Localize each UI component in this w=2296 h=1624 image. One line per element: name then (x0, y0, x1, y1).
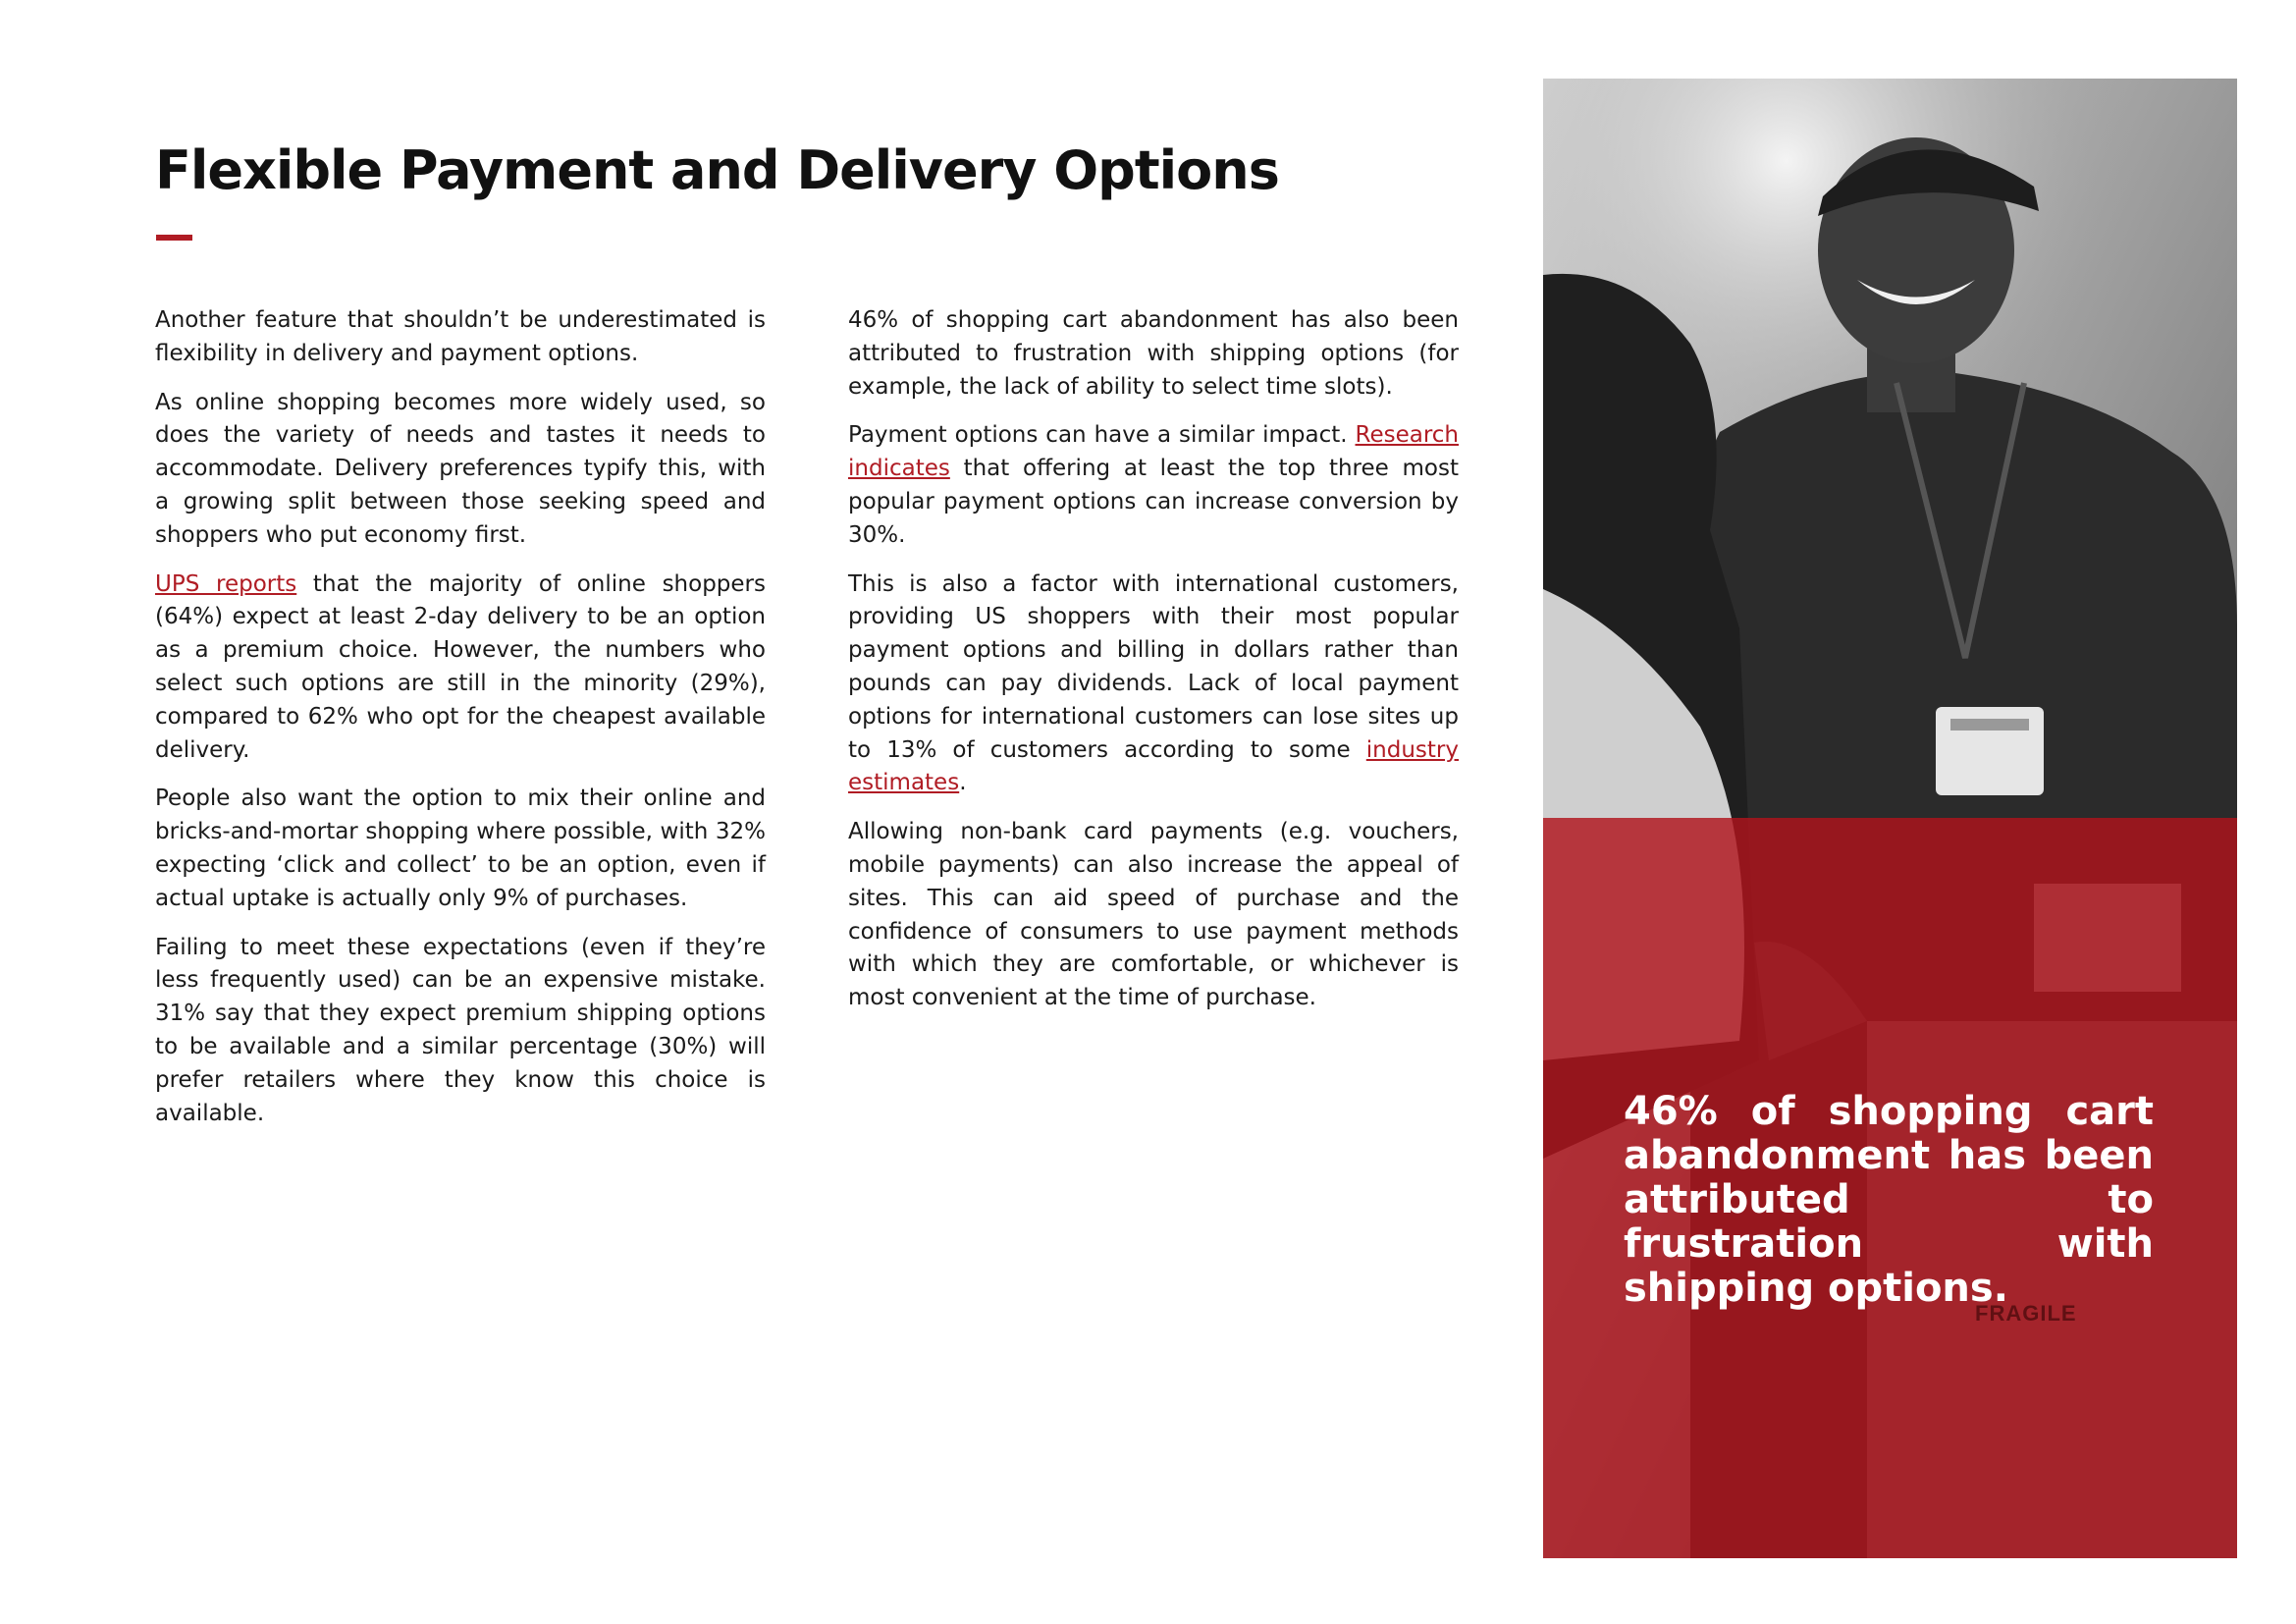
industry-estimates-link[interactable]: industry estimates (848, 736, 1459, 796)
fragile-label: FRAGILE (1975, 1301, 2077, 1326)
delivery-photo (1543, 79, 2237, 1558)
research-indicates-link[interactable]: Research indicates (848, 422, 1459, 482)
paragraph: People also want the option to mix their online and bricks-and-mortar shopping where possible, with 32% expecting ‘click and collect’ to be an option, even if actual uptake is actually only 9% of purchases. (155, 785, 766, 911)
ups-reports-link[interactable]: UPS reports (155, 570, 297, 597)
right-column (848, 304, 1459, 1031)
left-column (155, 304, 766, 1146)
paragraph: Failing to meet these expectations (even if they’re less frequently used) can be an expensive mistake. 31% say that they expect premium shipping options to be available and a similar percentage (30%) will prefer retailers where they know this choice is available. (155, 934, 766, 1126)
paragraph: Another feature that shouldn’t be underestimated is flexibility in delivery and payment options. (155, 307, 766, 366)
paragraph-text: that the majority of online shoppers (64%) expect at least 2-day delivery to be an option as a premium choice. However, the numbers who select such options are still in the minority (29%), compared to 62% who opt for the cheapest available delivery. (155, 570, 766, 763)
title-accent-bar (156, 235, 192, 241)
sidebar-callout: 46% of shopping cart abandonment has been attributed to frustration with shipping options. (1624, 1089, 2154, 1311)
paragraph-text: Payment options can have a similar impact. (848, 422, 1356, 449)
paragraph-text: This is also a factor with international customers, providing US shoppers with their most popular payment options and billing in dollars rather than pounds can pay dividends. Lack of local payment options for international customers can lose sites up to 13% of customers according to some (848, 570, 1459, 763)
paragraph: As online shopping becomes more widely used, so does the variety of needs and tastes it needs to accommodate. Delivery preferences typify this, with a growing split between those seeking speed and shoppers who put economy first. (155, 389, 766, 548)
paragraph (848, 419, 1459, 552)
paragraph-text: that offering at least the top three most popular payment options can increase conversion by 30%. (848, 456, 1459, 548)
paragraph: 46% of shopping cart abandonment has also been attributed to frustration with shipping options (for example, the lack of ability to select time slots). (848, 307, 1459, 400)
paragraph (848, 568, 1459, 801)
paragraph-text: . (959, 770, 967, 796)
paragraph (155, 568, 766, 768)
page-title: Flexible Payment and Delivery Options (155, 139, 1279, 201)
paragraph: Allowing non-bank card payments (e.g. vouchers, mobile payments) can also increase the appeal of sites. This can aid speed of purchase and the confidence of consumers to use payment methods with which they are comfortable, or whichever is most convenient at the time of purchase. (848, 819, 1459, 1011)
